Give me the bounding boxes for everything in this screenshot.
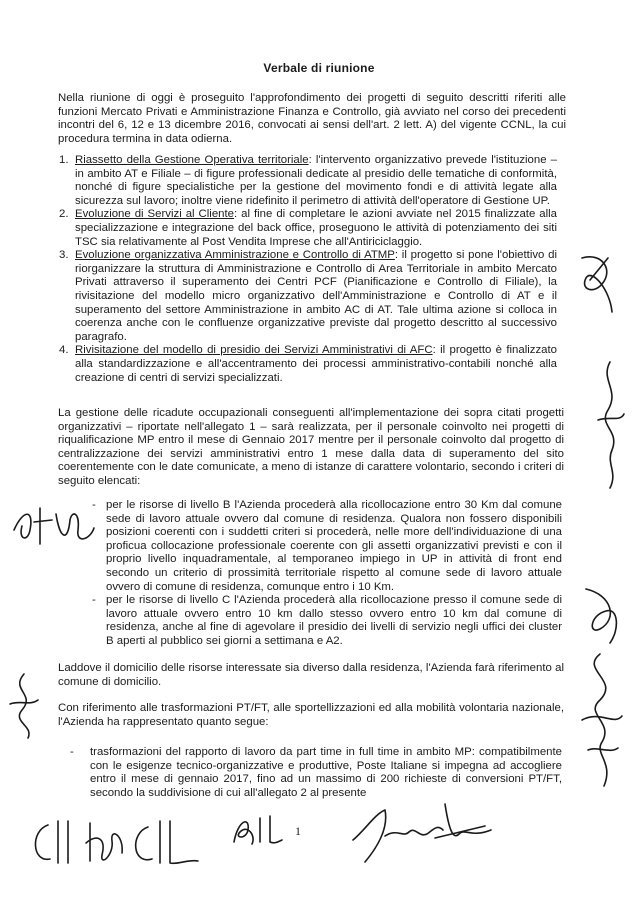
list-dash: - <box>70 746 74 758</box>
margin-signature-right-upper <box>590 360 630 490</box>
list-dash: - <box>92 594 96 607</box>
transformation-text: trasformazioni del rapporto di lavoro da part time in full time in ambito MP: compatibilmente con le esigenze tecnico-organizzative e produttive, Poste Italiane si impegna ad accogliere entro il mese di gennaio 2017, fino ad un massimo di 200 richieste di conversioni PT/FT, secondo la suddivisione di cui all'allegato 2 al presente <box>90 746 562 799</box>
project-text: : al fine di completare le azioni avviate nel 2015 finalizzate alla specializzazione e integrazione del back office, proseguono le attività di potenziamento dei siti TSC sia relativamente al Post Vendita Imprese che all'Antiriciclaggio. <box>75 208 557 248</box>
transformation-item-pt-ft <box>70 746 562 800</box>
margin-signature-right-lower <box>570 650 630 790</box>
criteria-text: per le risorse di livello C l'Azienda procederà alla ricollocazione presso il comune sede di lavoro attuale ovvero entro 10 km dallo stesso ovvero entro 10 km dal comune di residenza, anche al fine di agevolare il presidio dei livelli di servizio negli uffici dei cluster B aperti al pubblico sei giorni a settimana e A2. <box>106 594 562 647</box>
bottom-signature-2 <box>228 812 283 852</box>
criteria-list <box>92 499 562 649</box>
document-title: Verbale di riunione <box>263 61 375 75</box>
project-heading: Evoluzione di Servizi al Cliente <box>75 208 234 221</box>
criteria-text: per le risorse di livello B l'Azienda procederà alla ricollocazione entro 30 Km dal comune sede di lavoro attuale ovvero dal comune di residenza. Qualora non fossero disponibili posizioni coerenti con i suddetti criteri si procederà, nelle more dell'individuazione di una proficua collocazione professionale coerente con gli assetti organizzativi previsti e con il proprio livello inquadramentale, al temporaneo impiego in UP in attività di front end secondo un criterio di prossimità territoriale rispetto al comune sede di lavoro attuale ovvero di comune di residenza, comunque entro i 10 Km. <box>106 499 562 593</box>
list-number: 3. <box>59 249 69 262</box>
project-list <box>52 154 557 385</box>
project-item-2 <box>52 208 557 249</box>
bottom-signature-1 <box>28 815 208 875</box>
criteria-item-livello-b <box>92 499 562 594</box>
list-number: 4. <box>59 344 69 357</box>
project-text: : l'intervento organizzativo prevede l'istituzione – in ambito AT e Filiale – di figure professionali dedicate al presidio delle tematiche di conformità, nonché di figure specialistiche per la gestione del movimento fondi e di attività legate alla sicurezza sul lavoro; inoltre viene ridefinito il perimetro di attività dell'operatore di Gestione UP. <box>75 154 557 207</box>
margin-initials-left <box>10 500 100 550</box>
project-item-3 <box>52 249 557 344</box>
bottom-signature-3 <box>345 800 495 865</box>
margin-initials-top-right <box>572 250 622 320</box>
ricadute-paragraph: La gestione delle ricadute occupazionali conseguenti all'implementazione dei sopra citati progetti organizzativi – riportate nell'allegato 1 – sarà realizzata, per il personale coinvolto nei progetti di riqualificazione MP entro il mese di Gennaio 2017 mentre per il personale coinvolto dal progetto di centralizzazione dei servizi amministrativi entro 1 mese dalla data di superamento del sito coerentemente con le date comunicate, a meno di istanze di carattere volontario, secondo i criteri di seguito elencati: <box>58 407 564 487</box>
transformations-list <box>70 746 562 800</box>
list-number: 1. <box>59 154 69 166</box>
list-number: 2. <box>59 208 69 221</box>
list-dash: - <box>92 499 96 511</box>
margin-signature-left-lower <box>4 670 44 740</box>
intro-paragraph: Nella riunione di oggi è proseguito l'approfondimento dei progetti di seguito descritti riferiti alle funzioni Mercato Privati e Amministrazione Finanza e Controllo, già avviato nel corso dei precedenti incontri del 6, 12 e 13 dicembre 2016, convocati ai sensi dell'art. 2 lett. A) del vigente CCNL, la cui procedura termina in data odierna. <box>58 92 566 145</box>
project-item-1 <box>52 154 557 208</box>
project-text: : il progetto è finalizzato alla standardizzazione e all'accentramento dei processi amministrativo-contabili nonché alla creazione di centri di servizi specializzati. <box>75 344 558 384</box>
domicilio-paragraph: Laddove il domicilio delle risorse interessate sia diverso dalla residenza, l'Azienda farà riferimento al comune di domicilio. <box>58 662 564 688</box>
criteria-item-livello-c <box>92 594 562 648</box>
project-text: : il progetto si pone l'obiettivo di riorganizzare la struttura di Amministrazione e Controllo di Area Territoriale in ambito Mercato Privati attraverso il superamento dei Centri PCF (Pianificazione e Controllo di Filiale), la rivisitazione del modello micro organizzativo dell'Amministrazione e Controllo di AT e il superamento del settore Amministrazione in ambito AC di AT. Tale ultima azione si colloca in coerenza anche con le confluenze organizzative previste dal progetto descritto al successivo paragrafo. <box>75 249 558 343</box>
project-heading: Rivisitazione del modello di presidio dei Servizi Amministrativi di AFC <box>75 344 433 357</box>
margin-initials-right-middle <box>580 585 625 645</box>
project-item-4 <box>52 344 557 385</box>
trasformazioni-paragraph: Con riferimento alle trasformazioni PT/FT, alle sportellizzazioni ed alla mobilità volontaria nazionale, l'Azienda ha rappresentato quanto segue: <box>58 702 564 728</box>
project-heading: Evoluzione organizzativa Amministrazione e Controllo di ATMP <box>75 249 395 262</box>
page-number: 1 <box>295 824 301 838</box>
project-heading: Riassetto della Gestione Operativa territoriale <box>75 154 309 166</box>
